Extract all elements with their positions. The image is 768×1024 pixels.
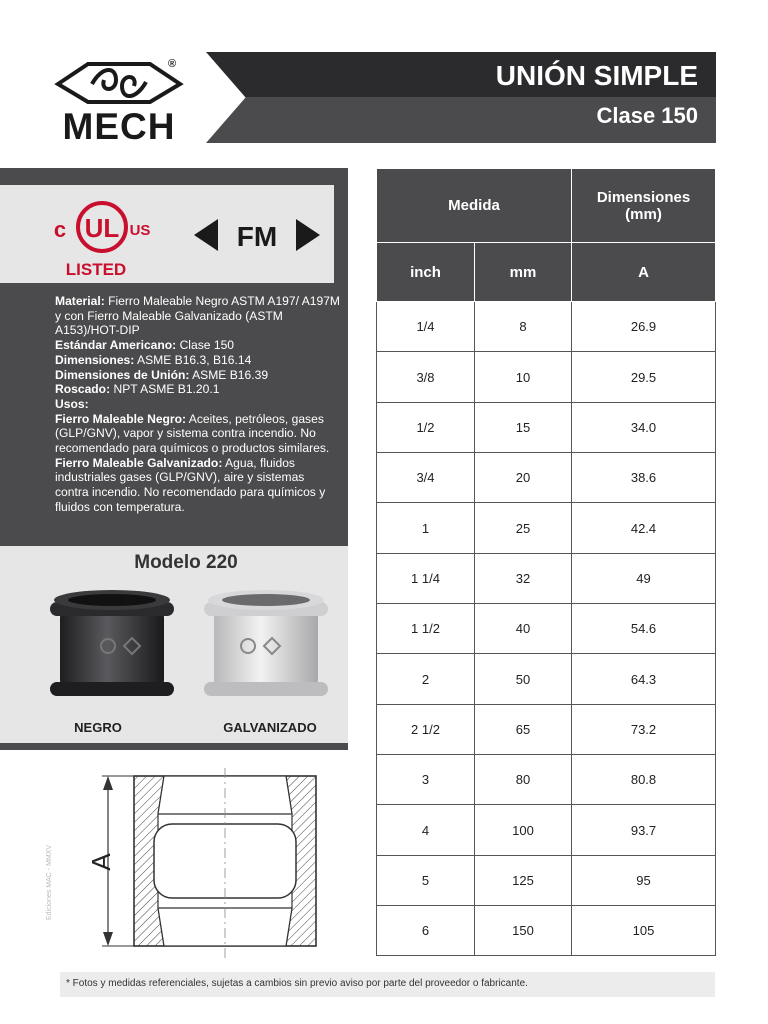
table-row: 3 80 80.8: [377, 755, 716, 805]
page-subtitle: Clase 150: [596, 103, 698, 128]
table-row: 1/4 8 26.9: [377, 302, 716, 352]
registered-mark: ®: [168, 58, 177, 70]
ul-listed-icon: [50, 195, 154, 281]
edition-note: Ediciones MAC - MMXV: [46, 844, 53, 920]
table-row: 1 1/2 40 54.6: [377, 604, 716, 654]
header-dimensiones: Dimensiones (mm): [572, 169, 716, 243]
spec-galvanized: Fierro Maleable Galvanizado: Agua, fluidos industriales gases (GLP/GNV), aire y sistemas contra incendio. No recomendado para químicos y fluidos con temperatura.: [55, 455, 326, 514]
specifications-text: [55, 294, 340, 515]
table-row: 1 25 42.4: [377, 503, 716, 553]
fm-label: FM: [236, 221, 278, 252]
black-variant-label: NEGRO: [74, 720, 122, 735]
header-medida: Medida: [377, 169, 572, 243]
header-mm: mm: [475, 243, 572, 302]
table-row: 1/2 15 34.0: [377, 402, 716, 452]
table-row: 6 150 105: [377, 906, 716, 956]
table-row: 1 1/4 32 49: [377, 553, 716, 603]
table-row: 5 125 95: [377, 855, 716, 905]
table-row: 2 50 64.3: [377, 654, 716, 704]
ul-main: UL: [84, 213, 120, 243]
header-a: A: [572, 243, 716, 302]
page-title: UNIÓN SIMPLE: [495, 60, 698, 91]
table-row: 3/4 20 38.6: [377, 453, 716, 503]
fm-approved-icon: [192, 215, 322, 255]
certifications-box: [0, 185, 334, 283]
spec-standard: Estándar Americano: Clase 150: [55, 338, 235, 353]
mech-logo: [54, 56, 184, 148]
brand-name: MECH: [62, 106, 176, 147]
header-inch: inch: [377, 243, 475, 302]
ul-listed: LISTED: [65, 260, 127, 279]
black-fitting-image: [48, 584, 176, 704]
spec-union-dimensions: Dimensiones de Unión: ASME B16.39: [55, 367, 269, 382]
spec-uses: Usos:: [55, 396, 89, 411]
spec-threading: Roscado: NPT ASME B1.20.1: [55, 382, 220, 397]
spec-black-iron: Fierro Maleable Negro: Aceites, petróleos, gases (GLP/GNV), vapor y sistema contra incendio. No recomendado para químicos o productos similares.: [55, 411, 330, 456]
title-banner: [206, 52, 716, 98]
table-row: 3/8 10 29.5: [377, 352, 716, 402]
model-title: Modelo 220: [134, 552, 238, 573]
mech-emblem-icon: [54, 56, 184, 106]
spec-material: Material: Fierro Maleable Negro ASTM A197/ A197M y con Fierro Maleable Galvanizado (ASTM A153)/HOT-DIP: [55, 294, 341, 338]
table-row: 4 100 93.7: [377, 805, 716, 855]
dimensions-table: [376, 168, 716, 956]
footnote: * Fotos y medidas referenciales, sujetas a cambios sin previo aviso por parte del proveedor o fabricante.: [60, 972, 715, 997]
dimension-a-label: A: [86, 853, 116, 871]
spec-dimensions: Dimensiones: ASME B16.3, B16.14: [55, 352, 252, 367]
ul-c: c: [53, 217, 67, 242]
subtitle-banner: [206, 97, 716, 143]
model-box: [0, 546, 348, 743]
galvanized-variant-label: GALVANIZADO: [223, 720, 317, 735]
galvanized-fitting-image: [202, 584, 330, 704]
table-row: 2 1/2 65 73.2: [377, 704, 716, 754]
cross-section-diagram: [78, 768, 328, 958]
ul-us: US: [129, 222, 151, 239]
